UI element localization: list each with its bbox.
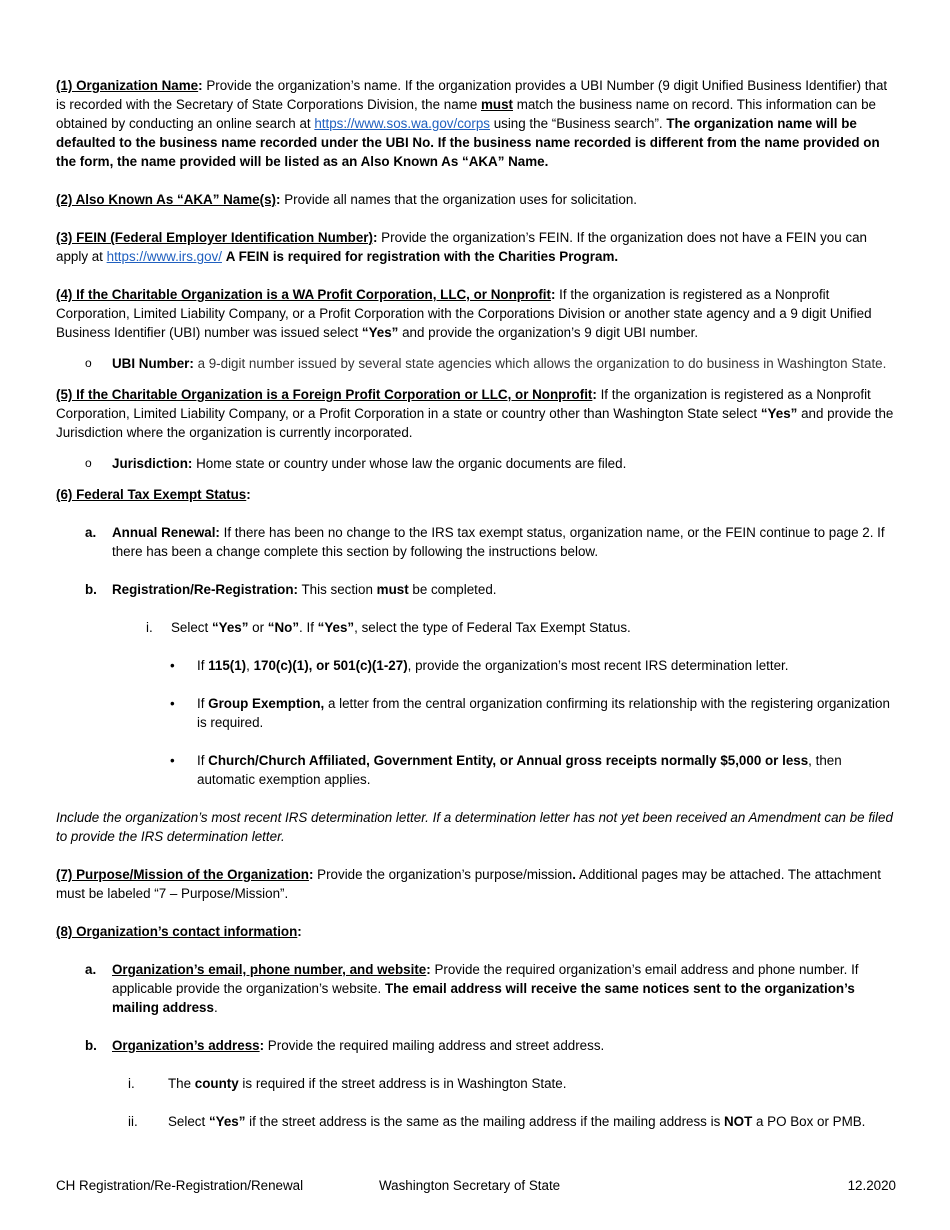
determination-letter-note: Include the organization’s most recent IRS determination letter. If a determination letter has not yet been received an Amendment can be filed to provide the IRS determination letter. xyxy=(56,810,893,844)
exempt-type-bullet-irs: • If 115(1), 170(c)(1), or 501(c)(1-27), provide the organization’s most recent IRS determination letter. xyxy=(170,658,789,673)
footer-form-name: CH Registration/Re-Registration/Renewal xyxy=(56,1178,304,1193)
bullet-icon: • xyxy=(170,658,175,673)
footer-agency: Washington Secretary of State xyxy=(379,1178,561,1193)
exempt-type-bullet-group: • If Group Exemption, a letter from the central organization confirming its relationship with the registering organization is required. xyxy=(170,696,890,730)
section-aka-names: (2) Also Known As “AKA” Name(s): Provide all names that the organization uses for solicitation. xyxy=(56,192,637,207)
footer-version: 12.2020 xyxy=(847,1178,896,1193)
section-heading: (2) Also Known As “AKA” Name(s) xyxy=(56,192,276,207)
annual-renewal-item: a. Annual Renewal: If there has been no change to the IRS tax exempt status, organization name, or the FEIN continue to page 2. If there has been a change complete this section by following the instructions below. xyxy=(85,525,885,559)
section-heading: (7) Purpose/Mission of the Organization xyxy=(56,867,309,882)
section-foreign-profit-corporation: (5) If the Charitable Organization is a Foreign Profit Corporation or LLC, or Nonprofit: If the organization is registered as a Nonprofit Corporation, Limited Liability Company, or a Profit Corporation in a state or country other than Washington State select “Yes” and provide the Jurisdiction where the organization is currently incorporated. xyxy=(56,387,894,440)
section-heading: (1) Organization Name xyxy=(56,78,199,93)
section-fein: (3) FEIN (Federal Employer Identification Number): Provide the organization’s FEIN. If the organization does not have a FEIN you can apply at https://www.irs.gov/ A FEIN is required for registration with the Charities Program. xyxy=(56,230,867,264)
ubi-number-note: o UBI Number: a 9-digit number issued by several state agencies which allows the organization to do business in Washington State. xyxy=(85,356,887,371)
street-address-same-item: ii. Select “Yes” if the street address is the same as the mailing address if the mailing address is NOT a PO Box or PMB. xyxy=(128,1114,866,1129)
section-heading: (5) If the Charitable Organization is a Foreign Profit Corporation or LLC, or Nonprofit xyxy=(56,387,593,402)
sos-corps-link[interactable]: https://www.sos.wa.gov/corps xyxy=(314,116,490,131)
section-contact-information: (8) Organization’s contact information: xyxy=(56,924,302,939)
circle-bullet-icon: o xyxy=(85,356,92,370)
irs-link[interactable]: https://www.irs.gov/ xyxy=(106,249,222,264)
county-item: i. The county is required if the street address is in Washington State. xyxy=(128,1076,567,1091)
section-heading: (3) FEIN (Federal Employer Identification Number) xyxy=(56,230,373,245)
email-phone-website-item: a. Organization’s email, phone number, and website: Provide the required organization’s email address and phone number. If applicable provide the organization’s website. The email address will receive the same notices sent to the organization’s mailing address. xyxy=(85,962,859,1015)
section-heading: (8) Organization’s contact information xyxy=(56,924,298,939)
section-wa-profit-corporation: (4) If the Charitable Organization is a WA Profit Corporation, LLC, or Nonprofit: If the organization is registered as a Nonprofit Corporation, Limited Liability Company, or a Profit Corporation with the Corporations Division or another state agency and a 9 digit Unified Business Identifier (UBI) number was issued select “Yes” and provide the organization’s 9 digit UBI number. xyxy=(56,287,872,340)
jurisdiction-note: o Jurisdiction: Home state or country under whose law the organic documents are filed. xyxy=(85,456,627,471)
bullet-icon: • xyxy=(170,696,175,711)
section-heading: (6) Federal Tax Exempt Status xyxy=(56,487,247,502)
circle-bullet-icon: o xyxy=(85,456,92,470)
bullet-icon: • xyxy=(170,753,175,768)
instructions-page xyxy=(56,76,896,1131)
select-yes-no-item: i. Select “Yes” or “No”. If “Yes”, select the type of Federal Tax Exempt Status. xyxy=(146,620,631,635)
section-purpose-mission: (7) Purpose/Mission of the Organization: Provide the organization’s purpose/mission. Additional pages may be attached. The attachment must be labeled “7 – Purpose/Mission”. xyxy=(56,867,881,901)
registration-item: b. Registration/Re-Registration: This section must be completed. xyxy=(85,582,497,597)
section-organization-name: (1) Organization Name: Provide the organization’s name. If the organization provides a UBI Number (9 digit Unified Business Identifier) that is recorded with the Secretary of State Corporations Division, the name must match the business name on record. This information can be obtained by conducting an online search at https://www.sos.wa.gov/corps using the “Business search”. The organization name will be defaulted to the business name recorded under the UBI No. If the business name recorded is different from the name provided on the form, the name provided will be listed as an Also Known As “AKA” Name. xyxy=(56,78,888,169)
section-federal-tax-exempt-status: (6) Federal Tax Exempt Status: xyxy=(56,487,251,502)
address-item: b. Organization’s address: Provide the required mailing address and street address. xyxy=(85,1038,605,1053)
page-footer xyxy=(56,1178,896,1198)
section-heading: (4) If the Charitable Organization is a WA Profit Corporation, LLC, or Nonprofit xyxy=(56,287,551,302)
exempt-type-bullet-church: • If Church/Church Affiliated, Government Entity, or Annual gross receipts normally $5,000 or less, then automatic exemption applies. xyxy=(170,753,842,787)
